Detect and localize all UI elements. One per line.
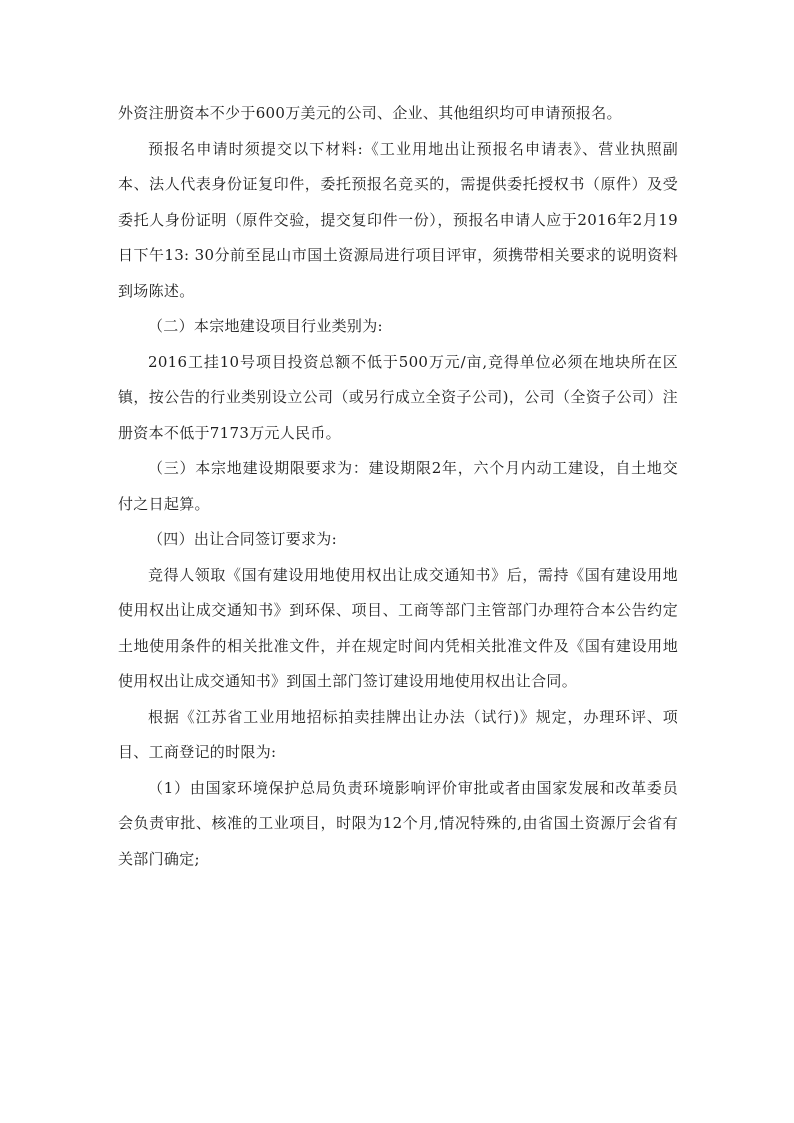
paragraph-regulation-reference: 根据《江苏省工业用地招标拍卖挂牌出让办法（试行)》规定，办理环评、项目、工商登记的时限为:	[118, 707, 678, 761]
paragraph-construction-period: （三）本宗地建设期限要求为：建设期限2年，六个月内动工建设，自土地交付之日起算。	[118, 459, 678, 513]
paragraph-foreign-capital: 外资注册资本不少于600万美元的公司、企业、其他组织均可申请预报名。	[118, 104, 622, 122]
paragraph-approval-time-limit: （1）由国家环境保护总局负责环境影响评价审批或者由国家发展和改革委员会负责审批、核准的工业项目，时限为12个月,情况特殊的,由省国土资源厅会省有关部门确定;	[118, 778, 678, 868]
paragraph-pre-registration-materials: 预报名申请时须提交以下材料:《工业用地出让预报名申请表》、营业执照副本、法人代表身份证复印件，委托预报名竞买的，需提供委托授权书（原件）及受委托人身份证明（原件交验，提交复印件一份），预报名申请人应于2016年2月19日下午13: 30分前至昆山市国土资源局进行项目评审，须携带相关要求的说明资料到场陈述。	[118, 139, 678, 300]
heading-industry-category: （二）本宗地建设项目行业类别为:	[148, 317, 383, 335]
document-body	[118, 96, 678, 877]
paragraph-investment-requirements: 2016工挂10号项目投资总额不低于500万元/亩,竞得单位必须在地块所在区镇，按公告的行业类别设立公司（或另行成立全资子公司)，公司（全资子公司）注册资本不低于7173万元人民币。	[118, 352, 678, 442]
heading-contract-signing: （四）出让合同签订要求为:	[148, 530, 337, 548]
paragraph-contract-procedure: 竞得人领取《国有建设用地使用权出让成交通知书》后，需持《国有建设用地使用权出让成交通知书》到环保、项目、工商等部门主管部门办理符合本公告约定土地使用条件的相关批准文件，并在规定时间内凭相关批准文件及《国有建设用地使用权出让成交通知书》到国土部门签订建设用地使用权出让合同。	[118, 565, 678, 690]
